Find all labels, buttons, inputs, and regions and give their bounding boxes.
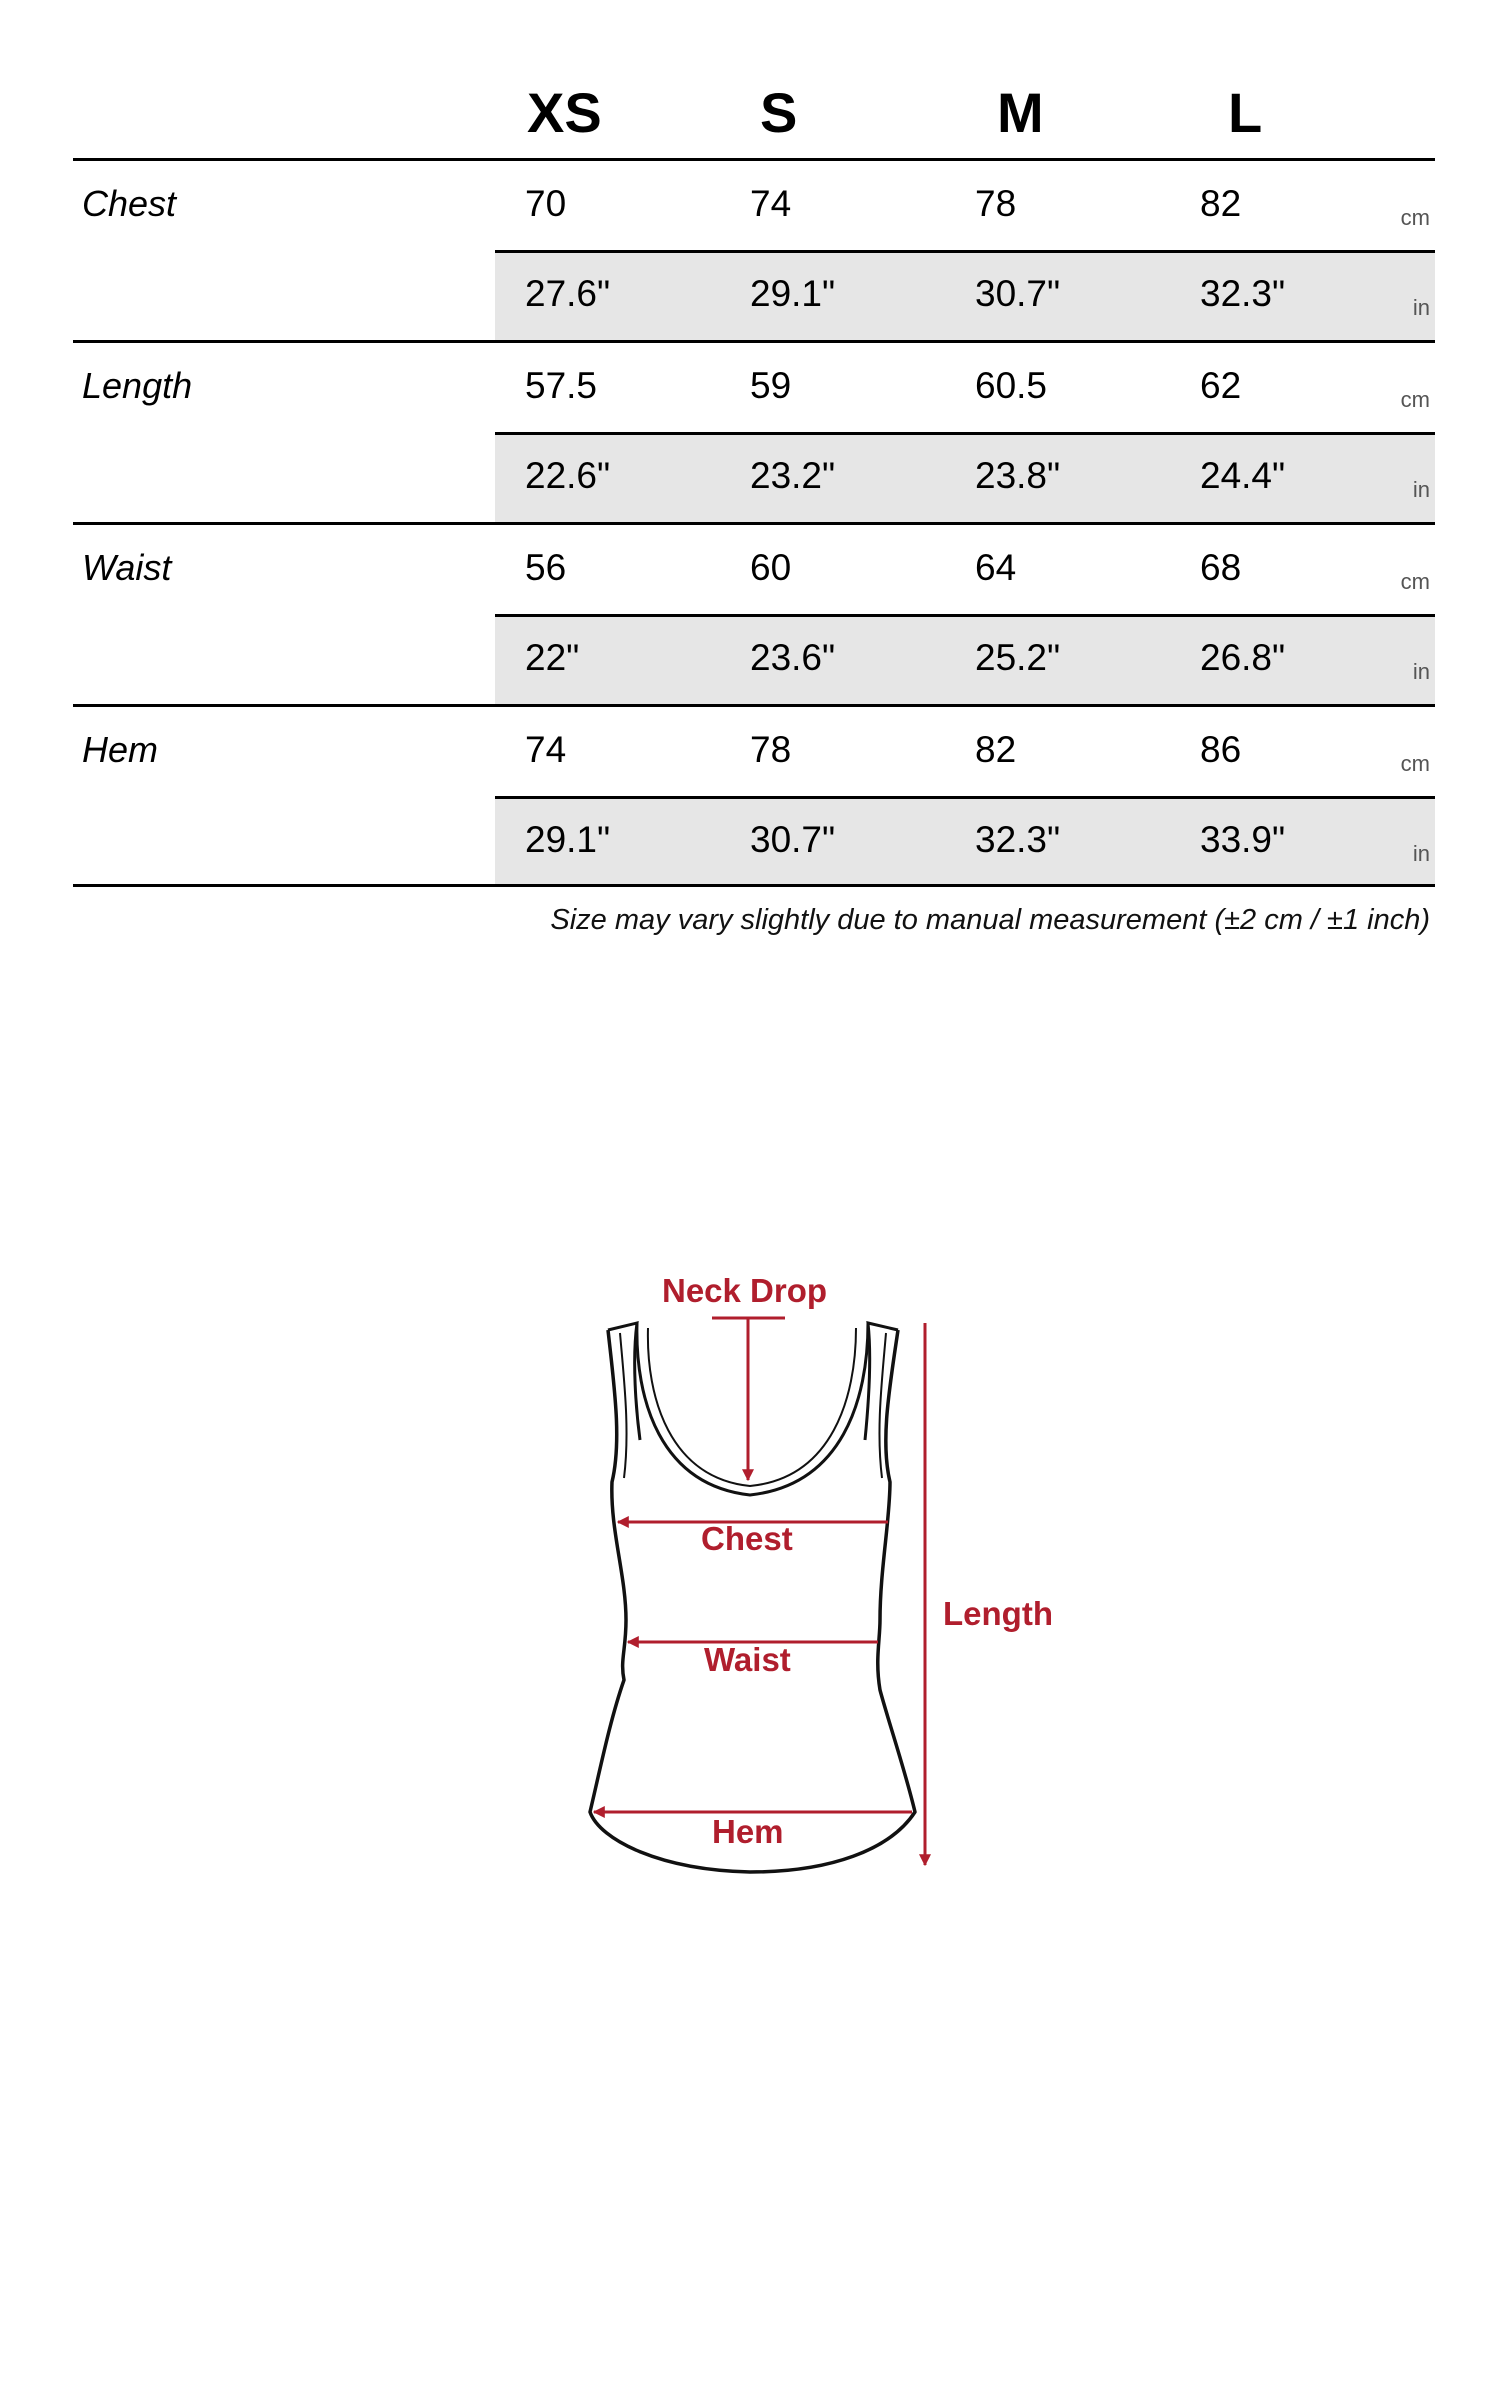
value-hem-s-in: 30.7": [750, 819, 836, 860]
value-length-s-in: 23.2": [750, 455, 836, 496]
value-hem-s-cm: 78: [750, 729, 792, 770]
measurement-label-chest: Chest: [82, 183, 177, 224]
value-length-m-in: 23.8": [975, 455, 1061, 496]
measurement-label-hem: Hem: [82, 729, 159, 770]
value-waist-s-cm: 60: [750, 547, 792, 588]
label-hem: Hem: [712, 1813, 784, 1850]
size-header-m: M: [997, 81, 1044, 144]
value-waist-s-in: 23.6": [750, 637, 836, 678]
measurement-label-waist: Waist: [82, 547, 172, 588]
unit-label-cm: cm: [1400, 387, 1430, 412]
row-divider: [495, 250, 1435, 253]
tank-top-measurement-diagram: [0, 1000, 1500, 2400]
row-divider: [73, 704, 1435, 707]
size-header-s: S: [760, 81, 798, 144]
value-chest-m-cm: 78: [975, 183, 1017, 224]
value-chest-l-cm: 82: [1200, 183, 1242, 224]
value-length-s-cm: 59: [750, 365, 792, 406]
inch-row-band: [495, 616, 1435, 704]
row-divider: [73, 340, 1435, 343]
size-chart-table: [0, 0, 1500, 1000]
row-divider: [495, 796, 1435, 799]
value-chest-s-cm: 74: [750, 183, 792, 224]
label-neck-drop: Neck Drop: [662, 1272, 828, 1309]
measurement-label-length: Length: [82, 365, 193, 406]
unit-label-cm: cm: [1400, 205, 1430, 230]
value-waist-xs-cm: 56: [525, 547, 567, 588]
inch-row-band: [495, 798, 1435, 886]
value-length-xs-in: 22.6": [525, 455, 611, 496]
value-length-l-in: 24.4": [1200, 455, 1286, 496]
unit-label-cm: cm: [1400, 569, 1430, 594]
value-length-xs-cm: 57.5: [525, 365, 598, 406]
value-chest-xs-cm: 70: [525, 183, 567, 224]
value-hem-xs-in: 29.1": [525, 819, 611, 860]
label-length: Length: [943, 1595, 1053, 1632]
unit-label-in: in: [1412, 295, 1430, 320]
value-chest-m-in: 30.7": [975, 273, 1061, 314]
value-chest-s-in: 29.1": [750, 273, 836, 314]
label-waist: Waist: [704, 1641, 791, 1678]
value-hem-l-in: 33.9": [1200, 819, 1286, 860]
value-waist-l-cm: 68: [1200, 547, 1242, 588]
value-hem-xs-cm: 74: [525, 729, 567, 770]
unit-label-in: in: [1412, 477, 1430, 502]
table-bottom-border: [73, 884, 1435, 887]
value-chest-xs-in: 27.6": [525, 273, 611, 314]
size-header-l: L: [1228, 81, 1263, 144]
value-waist-xs-in: 22": [525, 637, 580, 678]
header-divider: [73, 158, 1435, 161]
row-divider: [73, 522, 1435, 525]
value-length-l-cm: 62: [1200, 365, 1242, 406]
measurement-note: Size may vary slightly due to manual measurement (±2 cm / ±1 inch): [550, 904, 1430, 936]
neckline-outer: [637, 1323, 868, 1495]
unit-label-cm: cm: [1400, 751, 1430, 776]
label-chest: Chest: [701, 1520, 793, 1557]
inch-row-band: [495, 252, 1435, 340]
value-waist-m-in: 25.2": [975, 637, 1061, 678]
value-waist-m-cm: 64: [975, 547, 1017, 588]
value-hem-l-cm: 86: [1200, 729, 1242, 770]
left-strap-trim: [620, 1333, 627, 1478]
value-chest-l-in: 32.3": [1200, 273, 1286, 314]
size-header-xs: XS: [527, 81, 602, 144]
value-hem-m-in: 32.3": [975, 819, 1061, 860]
unit-label-in: in: [1412, 841, 1430, 866]
value-hem-m-cm: 82: [975, 729, 1017, 770]
value-length-m-cm: 60.5: [975, 365, 1048, 406]
inch-row-band: [495, 434, 1435, 522]
unit-label-in: in: [1412, 659, 1430, 684]
value-waist-l-in: 26.8": [1200, 637, 1286, 678]
row-divider: [495, 432, 1435, 435]
row-divider: [495, 614, 1435, 617]
tank-top-illustration: [0, 1000, 1500, 2400]
